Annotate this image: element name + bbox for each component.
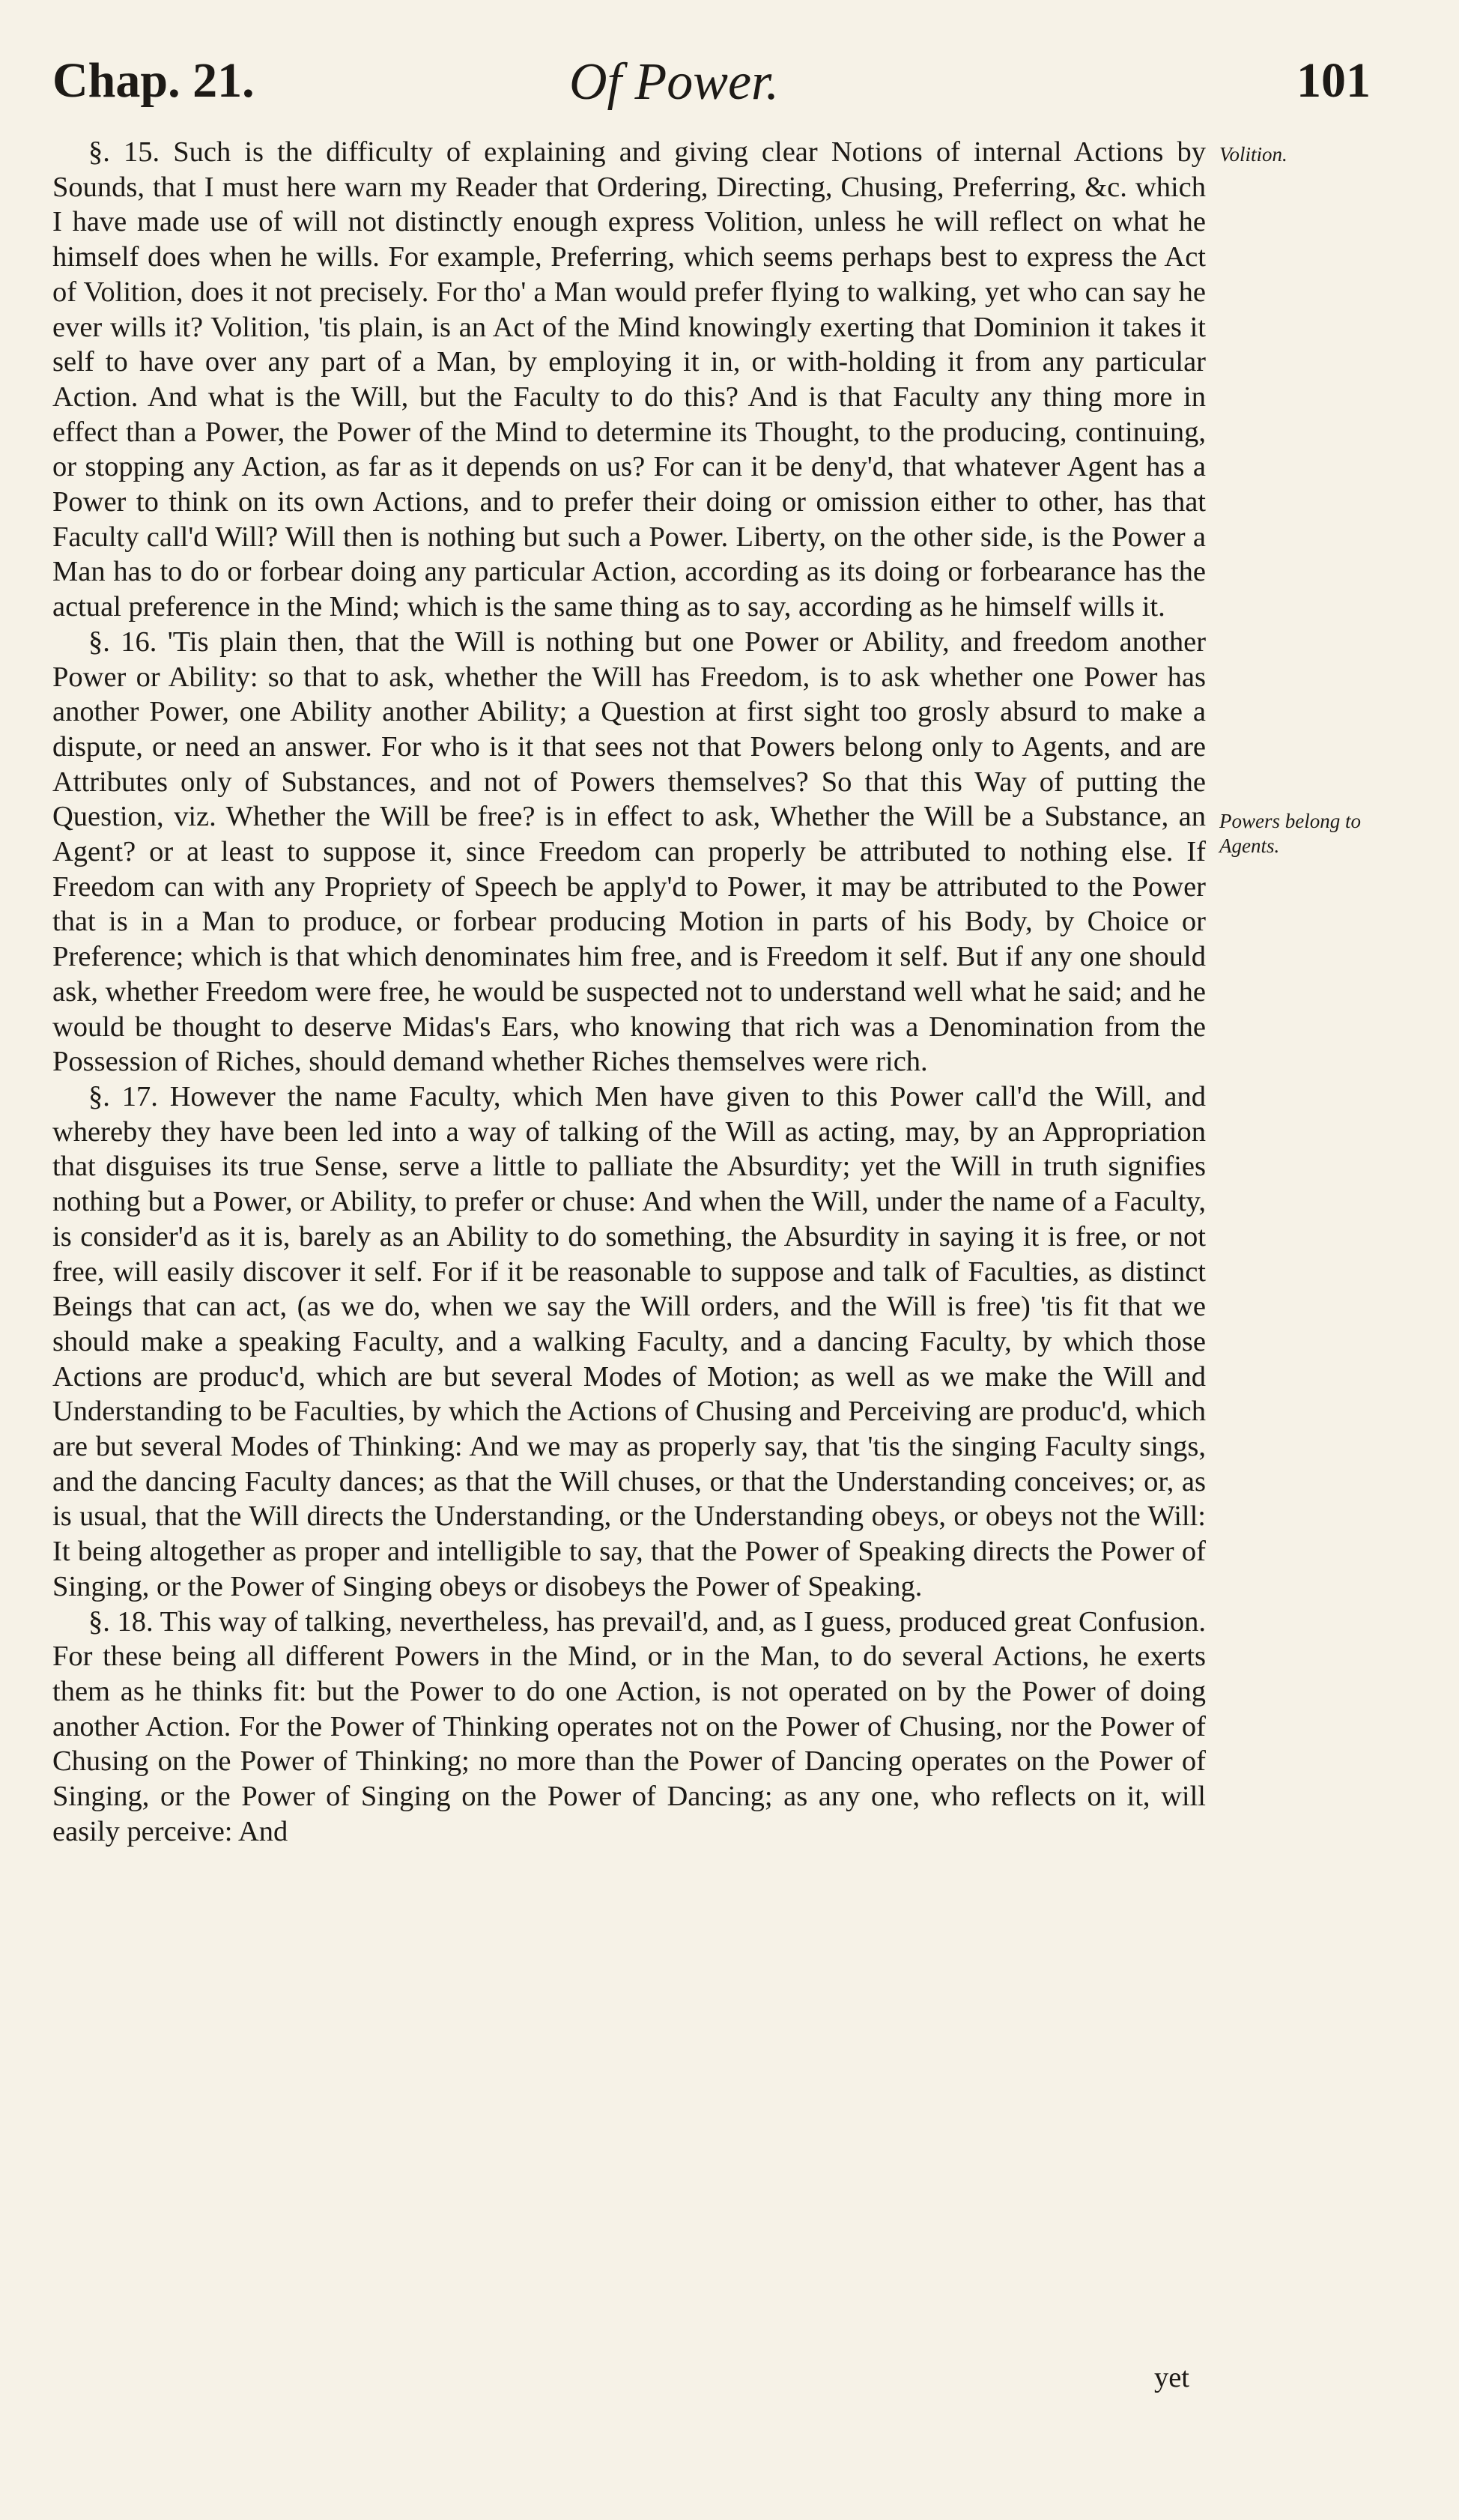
section-number: §. 17. bbox=[88, 1080, 158, 1112]
chapter-label: Chap. 21. bbox=[52, 53, 255, 108]
paragraph-18 bbox=[52, 1605, 1206, 1850]
body-text bbox=[52, 135, 1206, 1849]
section-number: §. 18. bbox=[88, 1605, 154, 1638]
page-number: 101 bbox=[1296, 53, 1371, 108]
page-title: Of Power. bbox=[569, 53, 779, 111]
paragraph-text: This way of talking, nevertheless, has prevail'd, and, as I guess, produced great Confusion. For these being all different Powers in the Mind, or in the Man, to do several Actions, he exerts them as he thinks fit: but the Power to do one Action, is not operated on by the Power of doing another Action. For the Power of Thinking operates not on the Power of Chusing, nor the Power of Chusing on the Power of Thinking; no more than the Power of Dancing operates on the Power of Singing, or the Power of Singing on the Power of Dancing; as any one, who reflects on it, will easily perceive: And bbox=[52, 1605, 1207, 1847]
paragraph-text: However the name Faculty, which Men have given to this Power call'd the Will, and whereby they have been led into a way of talking of the Will as acting, may, by an Appropriation that disguises its true Sense, serve a little to palliate the Absurdity; yet the Will in truth signifies nothing but a Power, or Ability, to prefer or chuse: And when the Will, under the name of a Faculty, is consider'd as it is, barely as an Ability to do something, the Absurdity in saying it is free, or not free, will easily discover it self. For if it be reasonable to suppose and talk of Faculties, as distinct Beings that can act, (as we do, when we say the Will orders, and the Will is free) 'tis fit that we should make a speaking Faculty, and a walking Faculty, and a dancing Faculty, by which those Actions are produc'd, which are but several Modes of Motion; as well as we make the Will and Understanding to be Faculties, by which the Actions of Chusing and Perceiving are produc'd, which are but several Modes of Thinking: And we may as properly say, that 'tis the singing Faculty sings, and the dancing Faculty dances; as that the Will chuses, or that the Understanding conceives; or, as is usual, that the Will directs the Understanding, or the Understanding obeys, or obeys not the Will: It being altogether as proper and intelligible to say, that the Power of Speaking directs the Power of Singing, or the Power of Singing obeys or disobeys the Power of Speaking. bbox=[52, 1080, 1207, 1602]
running-header bbox=[52, 52, 1371, 120]
paragraph-16 bbox=[52, 625, 1206, 1079]
catchword: yet bbox=[1153, 2362, 1189, 2393]
section-number: §. 15. bbox=[88, 136, 160, 168]
paragraph-text: Such is the difficulty of explaining and giving clear Notions of internal Actions by Sounds, that I must here warn my Reader that Ordering, Directing, Chusing, Preferring, &c. which I have made use of will not distinctly enough express Volition, unless he will reflect on what he himself does when he wills. For example, Preferring, which seems perhaps best to express the Act of Volition, does it not precisely. For tho' a Man would prefer flying to walking, yet who can say he ever wills it? Volition, 'tis plain, is an Act of the Mind knowingly exerting that Dominion it takes it self to have over any part of a Man, by employing it in, or with-holding it from any particular Action. And what is the Will, but the Faculty to do this? And is that Faculty any thing more in effect than a Power, the Power of the Mind to determine its Thought, to the producing, continuing, or stopping any Action, as far as it depends on us? For can it be deny'd, that whatever Agent has a Power to think on its own Actions, and to prefer their doing or omission either to other, has that Faculty call'd Will? Will then is nothing but such a Power. Liberty, on the other side, is the Power a Man has to do or forbear doing any particular Action, according as its doing or forbearance has the actual preference in the Mind; which is the same thing as to say, according as he himself wills it. bbox=[52, 136, 1206, 623]
margin-note-powers: Powers belong to Agents. bbox=[1219, 810, 1361, 857]
paragraph-17 bbox=[52, 1079, 1206, 1605]
section-number: §. 16. bbox=[88, 626, 157, 658]
paragraph-text: 'Tis plain then, that the Will is nothing but one Power or Ability, and freedom another Power or Ability: so that to ask, whether the Will has Freedom, is to ask whether one Power has another Power, one Ability another Ability; a Question at first sight too grosly absurd to make a dispute, or need an answer. For who is it that sees not that Powers belong only to Agents, and are Attributes only of Substances, and not of Powers themselves? So that this Way of putting the Question, viz. Whether the Will be free? is in effect to ask, Whether the Will be a Substance, an Agent? or at least to suppose it, since Freedom can properly be attributed to nothing else. If Freedom can with any Propriety of Speech be apply'd to Power, it may be attributed to the Power that is in a Man to produce, or forbear producing Motion in parts of his Body, by Choice or Preference; which is that which denominates him free, and is Freedom it self. But if any one should ask, whether Freedom were free, he would be suspected not to understand well what he said; and he would be thought to deserve Midas's Ears, who knowing that rich was a Denomination from the Possession of Riches, should demand whether Riches themselves were rich. bbox=[52, 626, 1207, 1078]
margin-note-volition: Volition. bbox=[1219, 143, 1287, 166]
paragraph-15 bbox=[52, 135, 1206, 625]
